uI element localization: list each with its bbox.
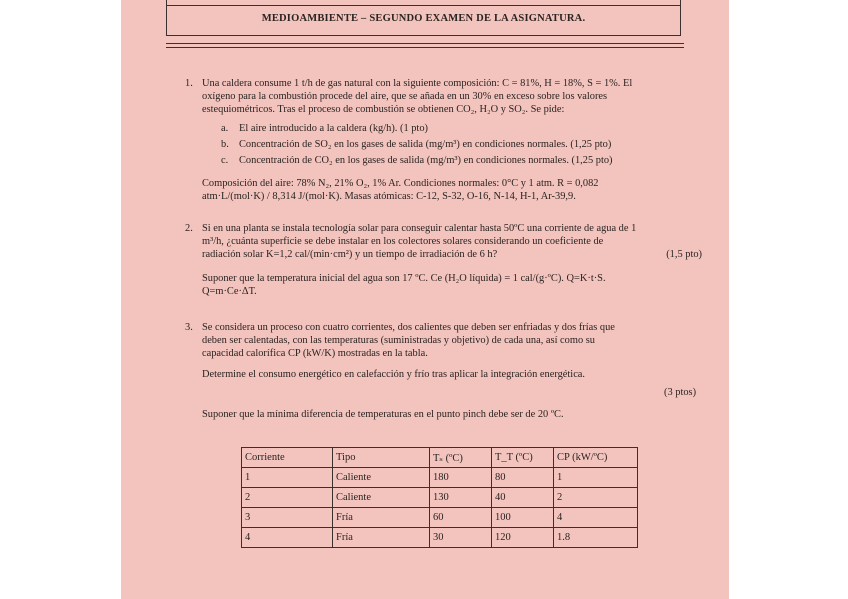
table-cell: Fría bbox=[333, 508, 430, 528]
streams-table bbox=[241, 447, 638, 548]
table-header-cell: CP (kW/ºC) bbox=[554, 448, 638, 468]
item-text: El aire introducido a la caldera (kg/h). (1 pto) bbox=[239, 123, 428, 134]
q2-hint-line: Q=m·Ce·ΔT. bbox=[202, 286, 257, 297]
table-cell: Caliente bbox=[333, 488, 430, 508]
table-header-row bbox=[242, 448, 638, 468]
q1-item-b bbox=[221, 138, 611, 151]
table-cell: 30 bbox=[430, 528, 492, 548]
q3-line: capacidad calorífica CP (kW/K) mostradas en la tabla. bbox=[202, 348, 428, 359]
question-2-text bbox=[202, 222, 702, 261]
table-cell: 3 bbox=[242, 508, 333, 528]
table-cell: 4 bbox=[242, 528, 333, 548]
item-text: Concentración de SO₂ en los gases de salida (mg/m³) en condiciones normales. (1,25 pto) bbox=[239, 139, 612, 150]
question-3-text bbox=[202, 321, 702, 360]
table-cell: 80 bbox=[492, 468, 554, 488]
table-header-cell: Tₛ (ºC) bbox=[430, 448, 492, 468]
table-header-cell: Tipo bbox=[333, 448, 430, 468]
table-cell: 4 bbox=[554, 508, 638, 528]
table-header-cell: T_T (ºC) bbox=[492, 448, 554, 468]
table-cell: Fría bbox=[333, 528, 430, 548]
table-cell: 40 bbox=[492, 488, 554, 508]
q1-line: Una caldera consume 1 t/h de gas natural con la siguiente composición: C = 81%, H = 18%, S = 1%. El bbox=[202, 78, 633, 89]
table-cell: 1.8 bbox=[554, 528, 638, 548]
q2-line: Si en una planta se instala tecnología solar para conseguir calentar hasta 50ºC una corriente de agua de 1 bbox=[202, 223, 637, 234]
q1-data-line: Composición del aire: 78% N₂, 21% O₂, 1% Ar. Condiciones normales: 0°C y 1 atm. R = 0,082 bbox=[202, 178, 599, 189]
item-text: Concentración de CO₂ en los gases de salida (mg/m³) en condiciones normales. (1,25 pto) bbox=[239, 155, 613, 166]
q3-task: Determine el consumo energético en calefacción y frío tras aplicar la integración energética. bbox=[202, 369, 586, 380]
q3-line: Se considera un proceso con cuatro corrientes, dos calientes que deben ser enfriadas y dos frías que bbox=[202, 322, 615, 333]
q2-line-last bbox=[202, 248, 702, 261]
q1-data-line: atm·L/(mol·K) / 8,314 J/(mol·K). Masas atómicas: C-12, S-32, O-16, N-14, H-1, Ar-39,9. bbox=[202, 191, 576, 202]
table-row bbox=[242, 488, 638, 508]
exam-title: MEDIOAMBIENTE – SEGUNDO EXAMEN DE LA ASIGNATURA. bbox=[261, 13, 586, 24]
q3-points: (3 ptos) bbox=[664, 387, 697, 398]
q1-line: estequiométricos. Tras el proceso de combustión se obtienen CO₂, H₂O y SO₂. Se pide: bbox=[202, 104, 565, 115]
q3-assumption: Suponer que la mínima diferencia de temperaturas en el punto pinch debe ser de 20 ºC. bbox=[202, 409, 564, 420]
table-cell: 2 bbox=[554, 488, 638, 508]
table-cell: 1 bbox=[554, 468, 638, 488]
table-cell: 130 bbox=[430, 488, 492, 508]
q1-item-a bbox=[221, 122, 428, 135]
question-1-number: 1. bbox=[185, 78, 193, 89]
table-cell: 100 bbox=[492, 508, 554, 528]
table-header-cell: Corriente bbox=[242, 448, 333, 468]
item-label: c. bbox=[221, 155, 229, 166]
table-cell: 2 bbox=[242, 488, 333, 508]
question-1-intro bbox=[202, 77, 702, 116]
header-separator bbox=[166, 43, 684, 44]
q1-data bbox=[202, 177, 702, 203]
table-cell: 60 bbox=[430, 508, 492, 528]
q1-line: oxígeno para la combustión procede del aire, que se añada en un 30% en exceso sobre los valores bbox=[202, 91, 608, 102]
q2-line: radiación solar K=1,2 cal/(min·cm²) y un tiempo de irradiación de 6 h? bbox=[202, 249, 498, 260]
question-3-number: 3. bbox=[185, 322, 193, 333]
table-cell: 180 bbox=[430, 468, 492, 488]
q2-points: (1,5 pto) bbox=[666, 249, 702, 260]
q3-line: deben ser calentadas, con las temperaturas (suministradas y objetivo) de cada una, así como su bbox=[202, 335, 595, 346]
item-label: a. bbox=[221, 123, 229, 134]
q2-line: m³/h, ¿cuánta superficie se debe instalar en los colectores solares considerando un coeficiente de bbox=[202, 236, 604, 247]
exam-sheet bbox=[121, 0, 729, 599]
header-separator-thin bbox=[166, 47, 684, 48]
table-row bbox=[242, 508, 638, 528]
q2-hint bbox=[202, 272, 702, 298]
q1-item-c bbox=[221, 154, 613, 167]
item-label: b. bbox=[221, 139, 229, 150]
table-cell: 1 bbox=[242, 468, 333, 488]
table-cell: Caliente bbox=[333, 468, 430, 488]
question-2-number: 2. bbox=[185, 223, 193, 234]
q2-hint-line: Suponer que la temperatura inicial del agua son 17 ºC. Ce (H₂O líquida) = 1 cal/(g·ºC). Q=K·t·S. bbox=[202, 273, 606, 284]
table-cell: 120 bbox=[492, 528, 554, 548]
table-row bbox=[242, 468, 638, 488]
table-row bbox=[242, 528, 638, 548]
